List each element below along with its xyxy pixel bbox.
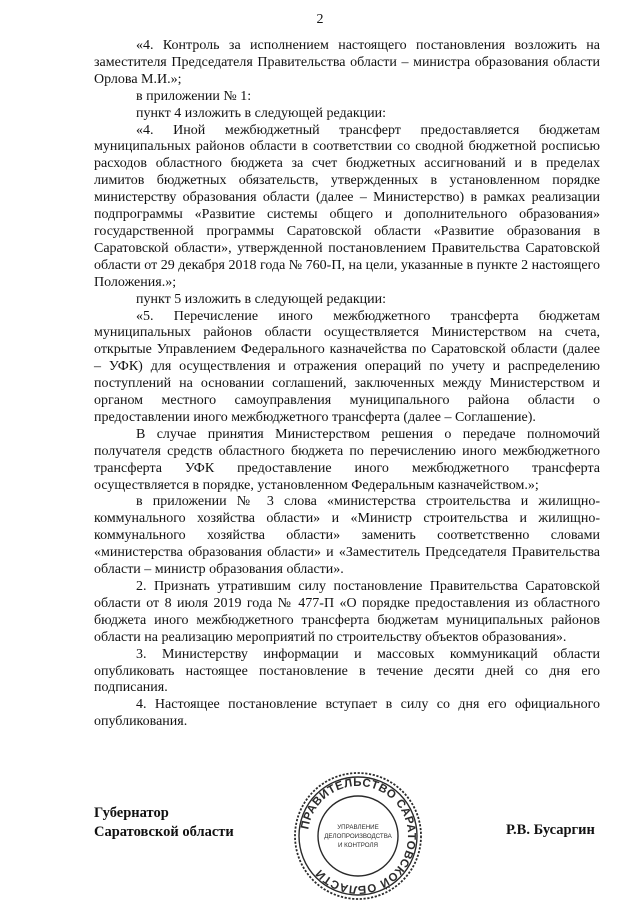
seal-inner-line2: ДЕЛОПРОИЗВОДСТВА [324, 833, 392, 840]
paragraph: «4. Иной межбюджетный трансферт предоставляется бюджетам муниципальных районов области в соответствии со сводной бюджетной росписью расходов областного бюджета за счет бюджетных ассигнований и в пределах лимитов бюджетных обязательств, утвержденных в установленном порядке министерству образования области (далее – Министерство) в рамках реализации подпрограммы «Развитие системы общего и дополнительного образования» государственной программы Саратовской области «Развитие образования в Саратовской области», утвержденной постановлением Правительства Саратовской области от 29 декабря 2018 года № 760-П, на цели, указанные в пункте 2 настоящего Положения.»; [94, 122, 600, 290]
official-seal [292, 770, 424, 902]
paragraph: пункт 5 изложить в следующей редакции: [136, 291, 386, 307]
signatory-title [94, 804, 234, 842]
paragraph: 2. Признать утратившим силу постановление Правительства Саратовской области от 8 июля 2019 года № 477-П «О порядке предоставления из областного бюджета иного межбюджетного трансферта бюджетам муниципальных районов области на реализацию мероприятий по строительству объектов образования». [94, 579, 600, 645]
signatory-title-line2: Саратовской области [94, 824, 234, 840]
seal-inner-line3: И КОНТРОЛЯ [337, 842, 379, 849]
signatory-name: Р.В. Бусаргин [506, 822, 595, 838]
paragraph: в приложении № 1: [136, 88, 252, 104]
paragraph: «5. Перечисление иного межбюджетного трансферта бюджетам муниципальных районов области осуществляется Министерством на счета, открытые Управлением Федерального казначейства по Саратовской области (далее – УФК) для осуществления и отражения операций по учету и распределению поступлений на основании соглашений, заключенных между Министерством и органом местного самоуправления муниципального района области о предоставлении иного межбюджетного трансферта (далее – Соглашение). [94, 308, 600, 425]
paragraph: В случае принятия Министерством решения о передаче полномочий получателя средств областного бюджета по перечислению иного межбюджетного трансферта УФК предоставление иного межбюджетного трансферта осуществляется в порядке, установленном Федеральным казначейством.»; [94, 426, 600, 493]
seal-inner-line1: УПРАВЛЕНИЕ [337, 824, 379, 831]
document-body [94, 38, 600, 731]
seal-outer-text: ПРАВИТЕЛЬСТВО САРАТОВСКОЙ ОБЛАСТИ [299, 776, 418, 896]
page-number: 2 [316, 12, 324, 27]
signatory-title-line1: Губернатор [94, 805, 169, 821]
paragraph: в приложении № 3 слова «министерства строительства и жилищно-коммунального хозяйства области» и «Министр строительства и жилищно-коммунального хозяйства области» заменить соответственно словами «министерства образования области» и «Заместитель Председателя Правительства области – министр образования области». [94, 494, 600, 578]
paragraph: 4. Настоящее постановление вступает в силу со дня его официального опубликования. [94, 697, 600, 730]
paragraph: пункт 4 изложить в следующей редакции: [136, 105, 386, 121]
paragraph: 3. Министерству информации и массовых коммуникаций области опубликовать настоящее постановление в течение десяти дней со дня его подписания. [94, 646, 600, 696]
paragraph: «4. Контроль за исполнением настоящего постановления возложить на заместителя Председателя Правительства области – министра образования области Орлова М.И.»; [94, 38, 600, 87]
